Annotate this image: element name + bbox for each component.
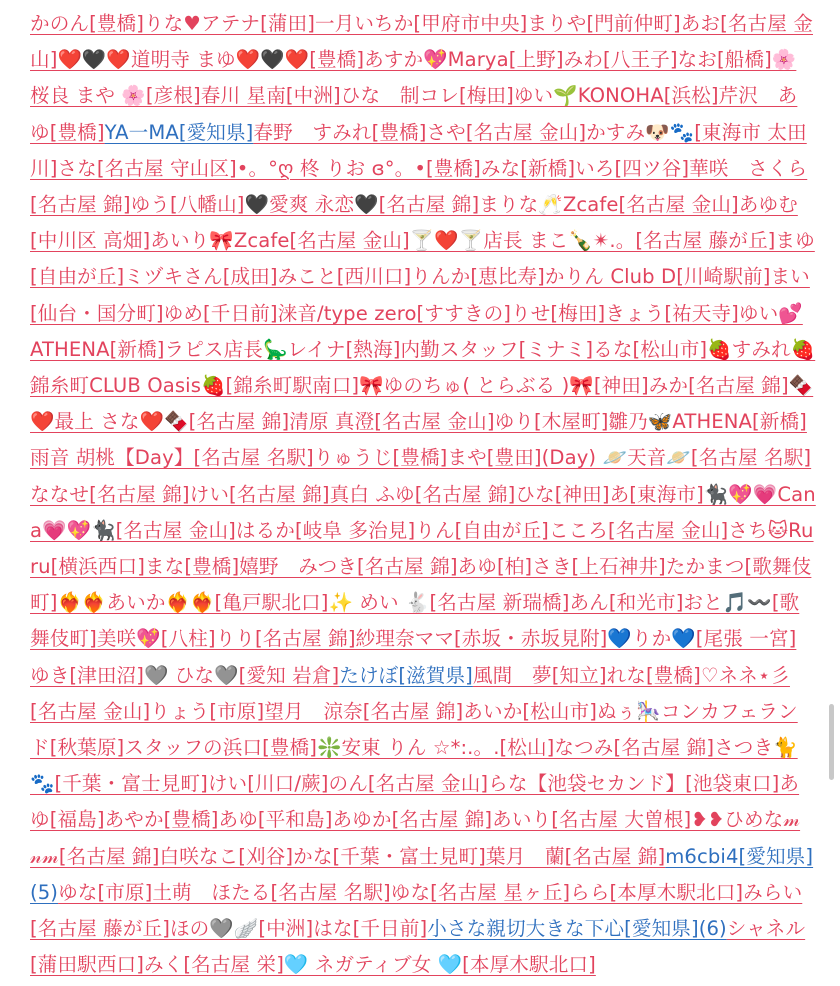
user-link-list — [30, 6, 816, 983]
user-links-group-3[interactable]: 風間 夢[知立]れな[豊橋]♡ネネ⋆彡[名古屋 金山]りょう[市原]望月 涼奈[名古屋 錦]あいか[松山市]ぬぅ🎠コンカフェランド[秋葉原]スタッフの浜口[豊橋]❇️安東 りん ☆*:.。.[松山]なつみ[名古屋 錦]さつき🐈🐾[千葉・富士見町]けい[川口/蕨]のん[名古屋 金山]らな【池袋セカンド】[池袋東口]あゆ[福島]あやか[豊橋]あゆ[平和島]あゆか[名古屋 錦]あいり[名古屋 大曽根]❥❥ひめな𝓂𝓃𝓂[名古屋 錦]白咲なこ[刈谷]かな[千葉・富士見町]葉月 蘭[名古屋 錦] — [30, 663, 801, 868]
user-link-m6cbi4[interactable]: m6cbi4[愛知県](5) — [30, 844, 814, 904]
user-links-group-2[interactable]: 春野 すみれ[豊橋]さや[名古屋 金山]かすみ🐶🐾[東海市 太田川]さな[名古屋 守山区]•。°ღ 柊 りお ɞ°。•[豊橋]みな[新橋]いろ[四ツ谷]華咲 さくら[名古屋 錦]ゆう[八幡山]🖤愛爽 永恋🖤[名古屋 錦]まりな🥂Zcafe[名古屋 金山]あゆむ[中川区 高畑]あいり🎀Zcafe[名古屋 金山]🍸❤️🍸店長 まこ🍾✴︎.。[名古屋 藤が丘]まゆ[自由が丘]ミヅキさん[成田]みこと[西川口]りんか[恵比寿]かりん Club D[川崎駅前]まい[仙台・国分町]ゆめ[千日前]涞音/type zero[すすきの]りせ[梅田]きょう[祐天寺]ゆい💕ATHENA[新橋]ラピス店長🦕レイナ[熱海]内勤スタッフ[ミナミ]るな[松山市]🍓すみれ🍓錦糸町CLUB Oasis🍓[錦糸町駅南口]🎀ゆのちゅ( とらぶる )🎀[神田]みか[名古屋 錦]🍫❤️最上 さな❤️🍫[名古屋 錦]清原 真澄[名古屋 金山]ゆり[木屋町]雛乃🦋ATHENA[新橋]雨音 胡桃【Day】[名古屋 名駅]りゅうじ[豊橋]まや[豊田](Day) 🪐天音🪐[名古屋 名駅]ななせ[名古屋 錦]けい[名古屋 錦]真白 ふゆ[名古屋 錦]ひな[神田]あ[東海市]🐈‍⬛💖💗Cana💗💖🐈‍⬛[名古屋 金山]はるか[岐阜 多治見]りん[自由が丘]こころ[名古屋 金山]さち🐱Ruru[横浜西口]まな[豊橋]嬉野 みつき[名古屋 錦]あゆ[柏]さき[上石神井]たかまつ[歌舞伎町]❤️‍🔥❤️‍🔥あいか❤️‍🔥❤️‍🔥[亀戸駅北口]✨ めい 🐇[名古屋 新瑞橋]あん[和光市]おと🎵〰️[歌舞伎町]美咲💖[八柱]りり[名古屋 錦]紗理奈ママ[赤坂・赤坂見附]💙りか💙[尾張 一宮]ゆき[津田沼]🩶 ひな🩶[愛知 岩倉] — [30, 120, 816, 687]
user-link-chiisana-shinsetsu[interactable]: 小さな親切大きな下心[愛知県](6) — [427, 917, 727, 941]
user-links-group-4[interactable]: ゆな[市原]土萌 ほたる[名古屋 名駅]ゆな[名古屋 星ヶ丘]らら[本厚木駅北口]みらい[名古屋 藤が丘]ほの🩶🪽[中洲]はな[千日前] — [30, 880, 803, 941]
user-links-group-1[interactable]: かのん[豊橋]りな♥アテナ[蒲田]一月いちか[甲府市中央]まりや[門前仲町]あお[名古屋 金山]❤️🖤❤️道明寺 まゆ❤️🖤❤️[豊橋]あすか💖Marya[上野]みわ[八王子]なお[船橋]🌸桜良 まや 🌸[彦根]春川 星南[中洲]ひな 制コレ[梅田]ゆい🌱KONOHA[浜松]芹沢 あゆ[豊橋] — [30, 12, 813, 144]
user-links-group-5[interactable]: シャネル[蒲田駅西口]みく[名古屋 栄]🩵 ネガティブ女 🩵[本厚木駅北口] — [30, 917, 806, 977]
user-link-takebo[interactable]: たけぼ[滋賀県] — [339, 663, 473, 687]
user-link-yama[interactable]: YA一MA[愛知県] — [104, 120, 254, 144]
scrollbar[interactable] — [829, 704, 834, 780]
